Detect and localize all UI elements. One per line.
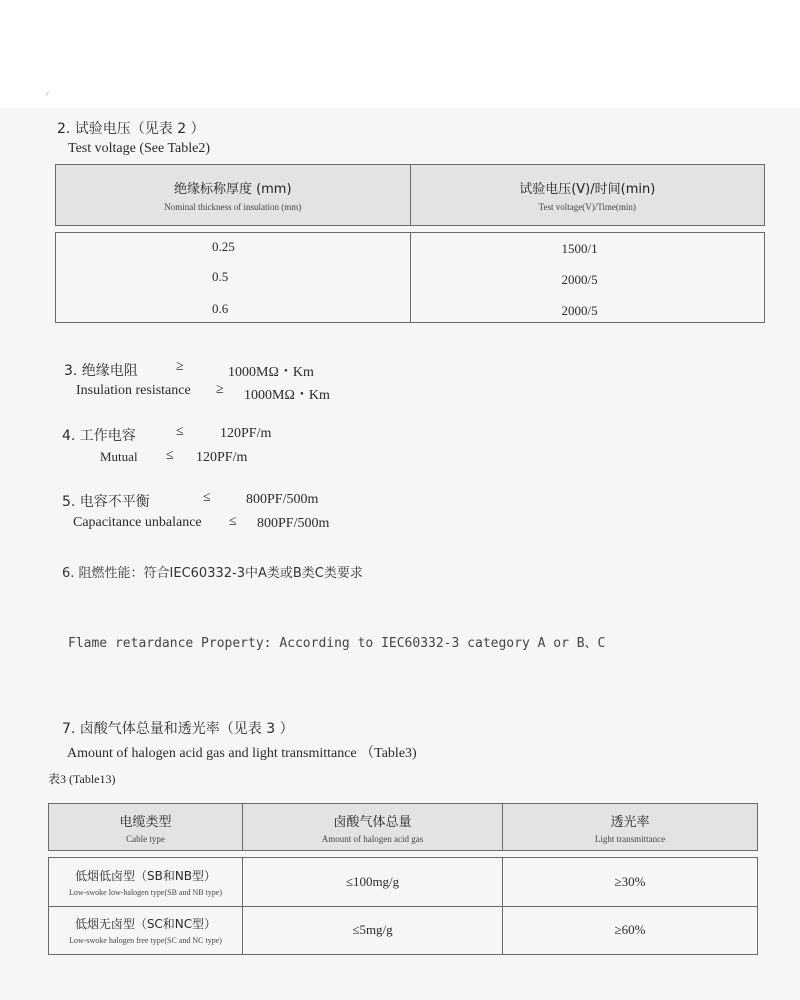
section4-value-en: 120PF/m bbox=[196, 450, 248, 465]
section7-title-zh: 7. 卤酸气体总量和透光率（见表 3 ） bbox=[62, 721, 294, 737]
section5-label-zh: 5. 电容不平衡 bbox=[62, 494, 150, 510]
section3-symbol-zh: ≥ bbox=[176, 359, 184, 374]
section4-value-zh: 120PF/m bbox=[220, 426, 272, 441]
section4-symbol-zh: ≤ bbox=[176, 424, 184, 439]
section6-text-en: Flame retardance Property: According to IEC60332-3 category A or B、C bbox=[68, 636, 606, 651]
section5-label-en: Capacitance unbalance bbox=[73, 515, 202, 530]
table-cell: ≤100mg/g bbox=[242, 858, 502, 906]
section4-label-en: Mutual bbox=[100, 449, 138, 464]
section3-value-en: 1000MΩ・Km bbox=[244, 388, 330, 403]
table-cell: 0.5 bbox=[212, 269, 229, 284]
scan-mark: ⸝ bbox=[42, 86, 52, 99]
section4-symbol-en: ≤ bbox=[166, 448, 174, 463]
section3-label-zh: 3. 绝缘电阻 bbox=[64, 363, 138, 379]
section7-title-en: Amount of halogen acid gas and light transmittance （Table3) bbox=[67, 746, 417, 761]
table-cell: 0.6 bbox=[212, 301, 229, 316]
header-voltage: 试验电压(V)/时间(min) Test voltage(V)/Time(min) bbox=[410, 165, 765, 225]
section2-title-zh: 2. 试验电压（见表 2 ） bbox=[57, 121, 205, 137]
header-cable-type: 电缆类型 Cable type bbox=[119, 814, 172, 844]
table3-caption: 表3 (Table13) bbox=[48, 772, 116, 786]
test-voltage-table-header bbox=[55, 164, 765, 226]
table-cell: 2000/5 bbox=[561, 303, 598, 318]
thickness-column bbox=[56, 233, 410, 322]
section3-symbol-en: ≥ bbox=[216, 382, 224, 397]
table-cell: 低烟低卤型（SB和NB型） Low-swoke low-halogen type(SB and NB type) bbox=[68, 868, 223, 897]
voltage-column bbox=[410, 233, 765, 322]
halogen-table-body bbox=[48, 857, 758, 955]
table-cell: ≥60% bbox=[502, 907, 757, 955]
section3-value-zh: 1000MΩ・Km bbox=[228, 365, 314, 380]
table-cell: ≥30% bbox=[502, 858, 757, 906]
section5-symbol-zh: ≤ bbox=[203, 490, 211, 505]
section2-title-en: Test voltage (See Table2) bbox=[68, 141, 211, 156]
header-halogen-gas: 卤酸气体总量 Amount of halogen acid gas bbox=[242, 804, 502, 850]
section5-value-en: 800PF/500m bbox=[257, 516, 330, 531]
section5-value-zh: 800PF/500m bbox=[246, 492, 319, 507]
table-cell: 0.25 bbox=[212, 239, 235, 254]
table-cell: ≤5mg/g bbox=[242, 907, 502, 955]
table-cell: 2000/5 bbox=[561, 272, 598, 287]
section3-label-en: Insulation resistance bbox=[76, 383, 191, 398]
halogen-table-header bbox=[48, 803, 758, 851]
section4-label-zh: 4. 工作电容 bbox=[62, 428, 136, 444]
table-cell: 1500/1 bbox=[561, 241, 598, 256]
section6-text-zh: 6. 阻燃性能：符合IEC60332-3中A类或B类C类要求 bbox=[62, 566, 363, 581]
table-row bbox=[49, 858, 757, 906]
section5-symbol-en: ≤ bbox=[229, 514, 237, 529]
header-thickness: 绝缘标称厚度 (mm) Nominal thickness of insulation (mm) bbox=[164, 182, 302, 212]
table-row bbox=[49, 906, 757, 955]
table-cell: 低烟无卤型（SC和NC型） Low-swoke halogen free type(SC and NC type) bbox=[69, 917, 222, 946]
header-light-transmittance: 透光率 Light transmittance bbox=[502, 804, 757, 850]
test-voltage-table-body bbox=[55, 232, 765, 323]
